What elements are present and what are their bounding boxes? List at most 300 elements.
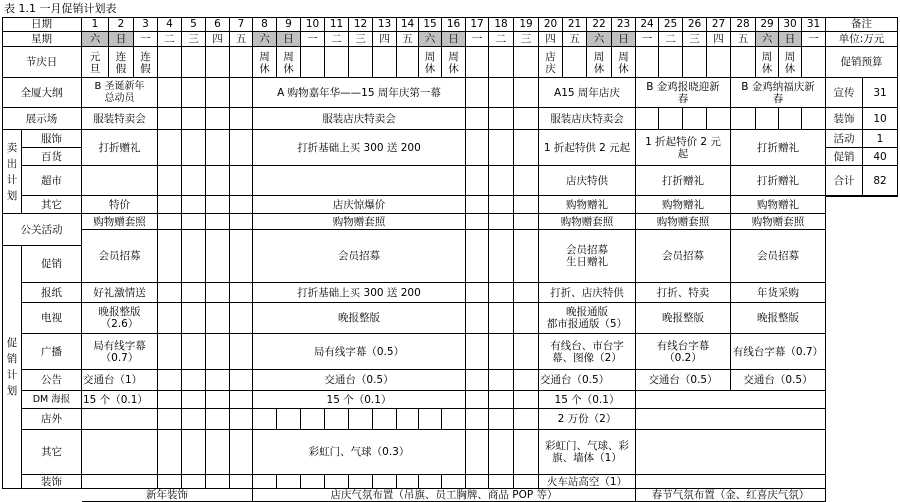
sales-supermarket-cell: 购物赠礼 <box>539 196 636 214</box>
empty-cell <box>802 47 826 78</box>
empty-cell <box>466 370 489 391</box>
promo-tv-cell: 有线台字幕 （0.2） <box>636 334 731 370</box>
sales-apparel-cell: 打折赠礼 <box>82 130 158 166</box>
empty-cell <box>158 430 182 475</box>
empty-cell <box>325 47 349 78</box>
outline-phase-b3: B 金鸡纳福庆新 春 <box>731 78 826 108</box>
empty-cell <box>683 47 707 78</box>
unit-label: 单位:万元 <box>826 32 898 47</box>
empty-cell <box>230 47 253 78</box>
weekday-cell: 五 <box>731 32 756 47</box>
holiday-cell: 连 假 <box>134 47 158 78</box>
empty-cell <box>466 108 489 130</box>
weekday-cell: 一 <box>466 32 489 47</box>
empty-cell <box>253 166 466 196</box>
weekday-header: 星期 <box>2 32 82 47</box>
pr-cell: 会员招募 <box>636 230 731 283</box>
empty-cell <box>206 303 230 334</box>
holiday-cell: 周 休 <box>612 47 636 78</box>
empty-cell <box>636 108 659 130</box>
empty-cell <box>230 214 253 230</box>
weekday-cell: 三 <box>182 32 206 47</box>
promo-newspaper-cell: 晚报通版 都市报通版（5） <box>539 303 636 334</box>
pr-cell: 会员招募 <box>253 230 466 283</box>
budget-item-label: 宣传 <box>826 78 863 108</box>
empty-cell <box>731 108 756 130</box>
empty-cell <box>230 166 253 196</box>
empty-cell <box>206 283 230 303</box>
empty-cell <box>466 391 489 409</box>
holiday-cell: 元 旦 <box>82 47 109 78</box>
empty-cell <box>659 47 683 78</box>
empty-cell <box>325 409 349 430</box>
promo-bulletin-cell: 15 个（0.1） <box>539 391 636 409</box>
empty-cell <box>158 475 182 489</box>
empty-cell <box>489 334 514 370</box>
sales-department-cell: 店庆特供 <box>539 166 636 196</box>
pr-cell: 会员招募 生日赠礼 <box>539 230 636 283</box>
sales-other-cell: 购物赠套照 <box>539 214 636 230</box>
weekday-cell: 日 <box>109 32 134 47</box>
empty-cell <box>514 230 539 283</box>
budget-item-value: 82 <box>863 166 898 196</box>
weekday-cell: 五 <box>397 32 419 47</box>
outline-phase-a15: A15 周年店庆 <box>539 78 636 108</box>
empty-cell <box>373 475 397 489</box>
empty-cell <box>489 430 514 475</box>
empty-cell <box>230 78 253 108</box>
promotion-plan-table <box>2 17 898 501</box>
empty-cell <box>206 475 230 489</box>
date-header: 日期 <box>2 17 82 32</box>
promo-bulletin-label: 公告 <box>22 370 82 391</box>
sales-department-cell: 打折赠礼 <box>731 166 826 196</box>
date-cell: 31 <box>802 17 826 32</box>
empty-cell <box>419 409 442 430</box>
weekday-cell: 三 <box>349 32 373 47</box>
empty-cell <box>514 214 539 230</box>
empty-cell <box>182 166 206 196</box>
date-cell: 18 <box>489 17 514 32</box>
promo-bulletin-cell: 15 个（0.1） <box>82 391 158 409</box>
empty-cell <box>206 391 230 409</box>
sales-apparel-cell: 1 折起特价 2 元 起 <box>636 130 731 166</box>
empty-cell <box>636 391 826 409</box>
empty-cell <box>349 409 373 430</box>
empty-cell <box>373 47 397 78</box>
weekday-cell: 三 <box>514 32 539 47</box>
empty-cell <box>158 78 182 108</box>
empty-cell <box>489 370 514 391</box>
empty-cell <box>230 230 253 283</box>
empty-cell <box>158 391 182 409</box>
empty-cell <box>277 475 301 489</box>
empty-cell <box>253 475 277 489</box>
empty-cell <box>182 370 206 391</box>
empty-cell <box>206 409 230 430</box>
empty-cell <box>466 130 489 166</box>
date-cell: 22 <box>587 17 612 32</box>
empty-cell <box>182 283 206 303</box>
date-cell: 6 <box>206 17 230 32</box>
decoration-cell: 店庆气氛布置（吊旗、员工胸牌、商品 POP 等） <box>253 489 636 502</box>
empty-cell <box>683 108 707 130</box>
empty-cell <box>514 47 539 78</box>
empty-cell <box>182 334 206 370</box>
empty-cell <box>514 334 539 370</box>
date-cell: 28 <box>731 17 756 32</box>
budget-item-value: 10 <box>863 108 898 130</box>
empty-cell <box>442 409 466 430</box>
empty-cell <box>514 108 539 130</box>
empty-cell <box>514 409 539 430</box>
promo-newspaper-cell: 晚报整版 （2.6） <box>82 303 158 334</box>
empty-cell <box>230 370 253 391</box>
empty-cell <box>206 78 230 108</box>
weekday-cell: 二 <box>158 32 182 47</box>
promo-radio-cell: 交通台（1） <box>82 370 158 391</box>
empty-cell <box>230 130 253 166</box>
empty-cell <box>514 303 539 334</box>
budget-item-label: 促销 <box>826 148 863 166</box>
weekday-cell: 四 <box>206 32 230 47</box>
empty-cell <box>419 475 442 489</box>
sales-supermarket-cell: 店庆惊爆价 <box>253 196 466 214</box>
empty-cell <box>489 391 514 409</box>
date-cell: 16 <box>442 17 466 32</box>
empty-cell <box>230 430 253 475</box>
promo-promotion-cell: 好礼激情送 <box>82 283 158 303</box>
empty-cell <box>158 283 182 303</box>
empty-cell <box>514 166 539 196</box>
empty-cell <box>514 130 539 166</box>
weekday-cell: 五 <box>230 32 253 47</box>
empty-cell <box>489 303 514 334</box>
budget-item-label: 装饰 <box>826 108 863 130</box>
holiday-cell: 周 休 <box>442 47 466 78</box>
empty-cell <box>158 334 182 370</box>
promo-promotion-cell: 打折基础上买 300 送 200 <box>253 283 466 303</box>
empty-cell <box>230 283 253 303</box>
empty-cell <box>182 108 206 130</box>
empty-cell <box>466 78 489 108</box>
empty-cell <box>158 130 182 166</box>
empty-cell <box>802 108 826 130</box>
promo-other-label: 其它 <box>22 430 82 475</box>
empty-cell <box>277 409 301 430</box>
empty-cell <box>158 108 182 130</box>
empty-cell <box>158 303 182 334</box>
weekday-cell: 日 <box>612 32 636 47</box>
empty-cell <box>182 130 206 166</box>
showroom-cell: 服装店庆特卖会 <box>539 108 636 130</box>
empty-cell <box>756 108 779 130</box>
pr-label: 公关活动 <box>2 214 82 246</box>
pr-cell: 会员招募 <box>82 230 158 283</box>
promo-radio-cell: 交通台（0.5） <box>539 370 636 391</box>
date-cell: 10 <box>301 17 325 32</box>
holiday-label: 节庆日 <box>2 47 82 78</box>
date-cell: 21 <box>563 17 587 32</box>
holiday-cell: 周 休 <box>253 47 277 78</box>
promo-radio-cell: 交通台（0.5） <box>253 370 466 391</box>
showroom-label: 展示场 <box>2 108 82 130</box>
date-cell: 24 <box>636 17 659 32</box>
empty-cell <box>659 108 683 130</box>
date-cell: 25 <box>659 17 683 32</box>
empty-cell <box>489 47 514 78</box>
empty-cell <box>489 409 514 430</box>
empty-cell <box>82 475 158 489</box>
empty-cell <box>158 230 182 283</box>
empty-cell <box>206 130 230 166</box>
empty-cell <box>489 130 514 166</box>
promo-promotion-cell: 打折、店庆特供 <box>539 283 636 303</box>
weekday-cell: 日 <box>442 32 466 47</box>
empty-cell <box>182 303 206 334</box>
empty-cell <box>182 475 206 489</box>
sales-department-label: 百货 <box>22 148 82 166</box>
date-cell: 9 <box>277 17 301 32</box>
date-cell: 19 <box>514 17 539 32</box>
promo-radio-label: 广播 <box>22 334 82 370</box>
empty-cell <box>489 283 514 303</box>
empty-cell <box>442 475 466 489</box>
empty-cell <box>206 370 230 391</box>
sales-supermarket-label: 超市 <box>22 166 82 196</box>
sales-supermarket-cell: 购物赠礼 <box>731 196 826 214</box>
decoration-label: 装饰 <box>22 475 82 489</box>
empty-cell <box>182 196 206 214</box>
empty-cell <box>466 334 489 370</box>
empty-cell <box>514 430 539 475</box>
empty-cell <box>466 430 489 475</box>
empty-cell <box>230 475 253 489</box>
decoration-cell: 新年装饰 <box>82 489 253 502</box>
empty-cell <box>489 475 514 489</box>
date-cell: 1 <box>82 17 109 32</box>
sales-apparel-label: 服饰 <box>22 130 82 148</box>
weekday-cell: 一 <box>636 32 659 47</box>
pr-cell: 会员招募 <box>731 230 826 283</box>
weekday-cell: 三 <box>683 32 707 47</box>
empty-cell <box>514 283 539 303</box>
weekday-cell: 五 <box>563 32 587 47</box>
empty-cell <box>158 196 182 214</box>
empty-cell <box>182 409 206 430</box>
weekday-cell: 四 <box>373 32 397 47</box>
empty-cell <box>489 166 514 196</box>
empty-cell <box>636 409 826 430</box>
promo-outdoor-label: 店外 <box>22 409 82 430</box>
decoration-cell: 春节气氛布置（金、红喜庆气氛） <box>636 489 826 502</box>
empty-cell <box>514 196 539 214</box>
empty-cell <box>466 303 489 334</box>
promo-plan-label: 促 销 计 划 <box>2 246 22 489</box>
empty-cell <box>466 214 489 230</box>
empty-cell <box>253 409 277 430</box>
holiday-cell: 周 休 <box>419 47 442 78</box>
budget-item-label: 合计 <box>826 166 863 196</box>
empty-cell <box>349 47 373 78</box>
date-cell: 14 <box>397 17 419 32</box>
holiday-cell: 周 休 <box>756 47 779 78</box>
empty-cell <box>514 370 539 391</box>
date-cell: 27 <box>707 17 731 32</box>
empty-cell <box>301 409 325 430</box>
empty-cell <box>182 214 206 230</box>
empty-cell <box>466 47 489 78</box>
weekday-cell: 六 <box>756 32 779 47</box>
promo-promotion-cell: 打折、特卖 <box>636 283 731 303</box>
empty-cell <box>158 166 182 196</box>
empty-cell <box>182 391 206 409</box>
promo-tv-cell: 局有线字幕 （0.7） <box>82 334 158 370</box>
date-cell: 5 <box>182 17 206 32</box>
weekday-cell: 二 <box>325 32 349 47</box>
budget-item-value: 31 <box>863 78 898 108</box>
outline-phase-b1: B 圣诞新年 总动员 <box>82 78 158 108</box>
empty-cell <box>397 47 419 78</box>
empty-cell <box>466 196 489 214</box>
empty-cell <box>182 78 206 108</box>
sales-apparel-cell: 1 折起特供 2 元起 <box>539 130 636 166</box>
sales-department-cell: 打折赠礼 <box>636 166 731 196</box>
empty-cell <box>466 230 489 283</box>
empty-cell <box>182 47 206 78</box>
promo-newspaper-label: 报纸 <box>22 283 82 303</box>
holiday-cell: 店 庆 <box>539 47 563 78</box>
empty-cell <box>158 47 182 78</box>
empty-cell <box>466 409 489 430</box>
weekday-cell: 二 <box>489 32 514 47</box>
empty-cell <box>373 409 397 430</box>
empty-cell <box>206 108 230 130</box>
empty-cell <box>206 196 230 214</box>
empty-cell <box>514 78 539 108</box>
promo-outdoor-cell: 彩虹门、气球、彩 旗、墙体（1） <box>539 430 636 475</box>
empty-cell <box>731 47 756 78</box>
weekday-cell: 四 <box>539 32 563 47</box>
weekday-cell: 六 <box>587 32 612 47</box>
empty-cell <box>636 430 826 475</box>
empty-cell <box>206 214 230 230</box>
date-cell: 30 <box>779 17 802 32</box>
sales-other-label: 其它 <box>22 196 82 214</box>
empty-cell <box>489 78 514 108</box>
promo-newspaper-cell: 晚报整版 <box>253 303 466 334</box>
empty-cell <box>206 430 230 475</box>
promo-dm-label: DM 海报 <box>22 391 82 409</box>
empty-cell <box>182 430 206 475</box>
empty-cell <box>82 409 158 430</box>
empty-cell <box>779 108 802 130</box>
empty-cell <box>182 230 206 283</box>
table-caption: 表 1.1 一月促销计划表 <box>4 2 117 15</box>
weekday-cell: 一 <box>301 32 325 47</box>
sales-other-cell: 购物赠套照 <box>636 214 731 230</box>
promo-outdoor-cell: 彩虹门、气球（0.3） <box>253 430 466 475</box>
weekday-cell: 一 <box>802 32 826 47</box>
remarks-header: 备注 <box>826 17 898 32</box>
date-cell: 12 <box>349 17 373 32</box>
empty-cell <box>466 166 489 196</box>
holiday-cell: 周 休 <box>779 47 802 78</box>
showroom-cell: 服装店庆特卖会 <box>253 108 466 130</box>
weekday-cell: 六 <box>82 32 109 47</box>
empty-cell <box>636 475 826 489</box>
date-cell: 20 <box>539 17 563 32</box>
empty-cell <box>636 47 659 78</box>
empty-cell <box>158 214 182 230</box>
sales-apparel-cell: 打折基础上买 300 送 200 <box>253 130 466 166</box>
empty-cell <box>206 47 230 78</box>
promo-newspaper-cell: 晚报整版 <box>731 303 826 334</box>
sales-other-cell: 购物赠套照 <box>253 214 466 230</box>
empty-cell <box>563 47 587 78</box>
holiday-cell: 周 休 <box>587 47 612 78</box>
empty-cell <box>158 370 182 391</box>
budget-item-value: 1 <box>863 130 898 148</box>
empty-cell <box>707 47 731 78</box>
holiday-cell: 周 休 <box>277 47 301 78</box>
date-cell: 7 <box>230 17 253 32</box>
empty-cell <box>325 475 349 489</box>
showroom-cell: 服装特卖会 <box>82 108 158 130</box>
date-cell: 29 <box>756 17 779 32</box>
empty-cell <box>489 230 514 283</box>
date-cell: 3 <box>134 17 158 32</box>
promo-bulletin-cell: 15 个（0.1） <box>253 391 466 409</box>
empty-cell <box>489 196 514 214</box>
promo-dm-cell: 2 万份（2） <box>539 409 636 430</box>
weekday-cell: 一 <box>134 32 158 47</box>
date-cell: 26 <box>683 17 707 32</box>
outline-phase-b2: B 金鸡报晓迎新 春 <box>636 78 731 108</box>
empty-cell <box>466 475 489 489</box>
empty-cell <box>397 475 419 489</box>
empty-cell <box>514 391 539 409</box>
empty-cell <box>466 283 489 303</box>
weekday-cell: 日 <box>277 32 301 47</box>
promo-tv-cell: 局有线字幕（0.5） <box>253 334 466 370</box>
empty-cell <box>158 409 182 430</box>
weekday-cell: 六 <box>253 32 277 47</box>
empty-cell <box>514 475 539 489</box>
date-cell: 11 <box>325 17 349 32</box>
outline-phase-a1: A 购物嘉年华——15 周年庆第一幕 <box>253 78 466 108</box>
weekday-cell: 四 <box>707 32 731 47</box>
date-cell: 17 <box>466 17 489 32</box>
holiday-cell: 连 假 <box>109 47 134 78</box>
empty-cell <box>230 196 253 214</box>
empty-cell <box>826 196 898 197</box>
empty-cell <box>206 334 230 370</box>
empty-cell <box>82 430 158 475</box>
date-cell: 4 <box>158 17 182 32</box>
empty-cell <box>206 166 230 196</box>
outline-label: 全厦大纲 <box>2 78 82 108</box>
date-cell: 13 <box>373 17 397 32</box>
empty-cell <box>230 108 253 130</box>
weekday-cell: 二 <box>659 32 683 47</box>
promo-other-cell: 火车站高空（1） <box>539 475 636 489</box>
promo-newspaper-cell: 晚报整版 <box>636 303 731 334</box>
weekday-cell: 日 <box>779 32 802 47</box>
empty-cell <box>206 230 230 283</box>
date-cell: 23 <box>612 17 636 32</box>
empty-cell <box>82 166 158 196</box>
